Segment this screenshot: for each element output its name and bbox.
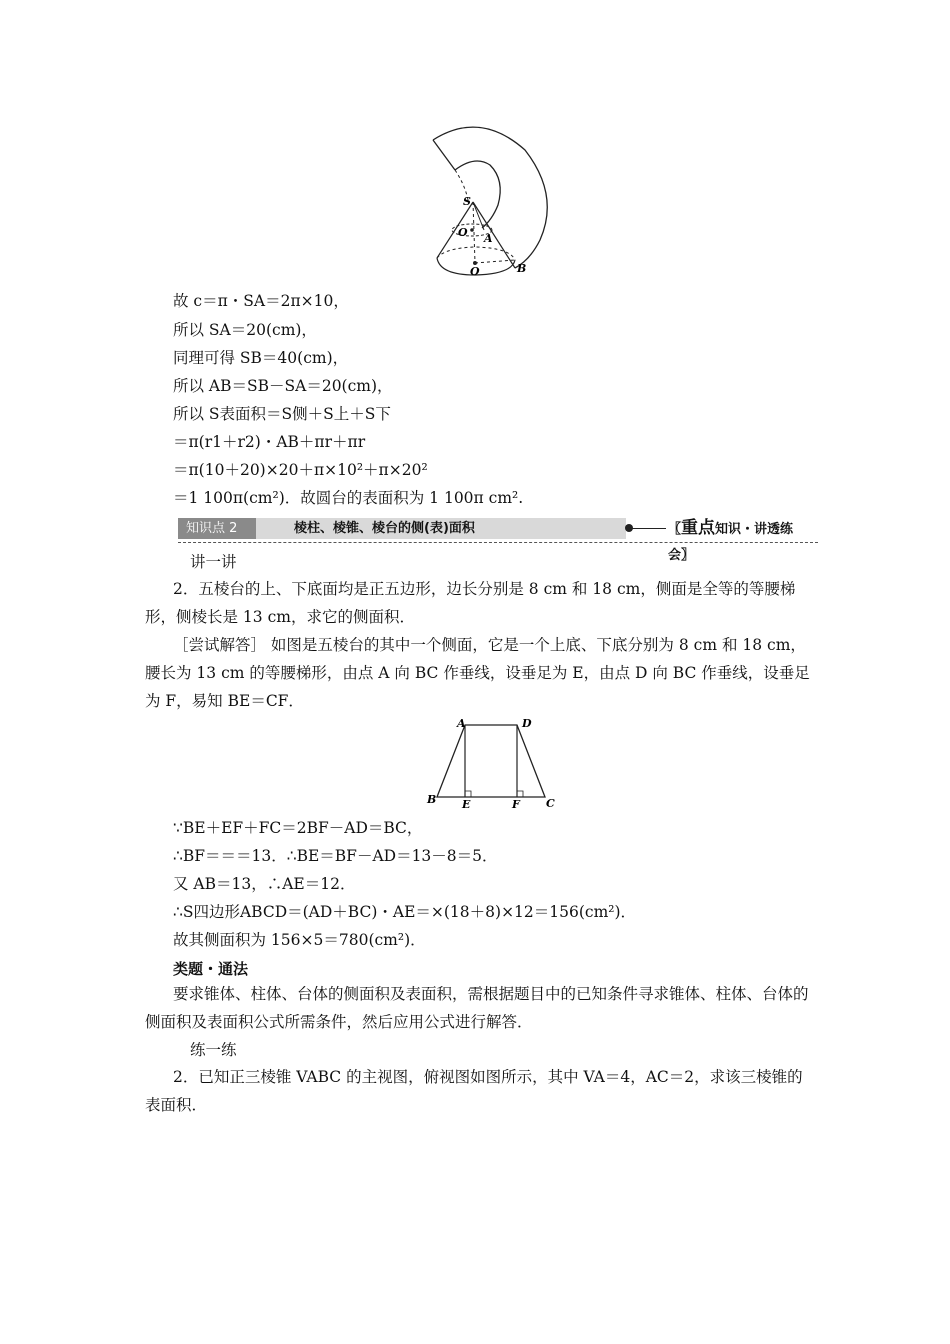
trap-label-a: A bbox=[457, 717, 466, 730]
trap-label-d: D bbox=[522, 717, 532, 730]
connector-line bbox=[630, 528, 666, 529]
solution-line-7: ＝π(10＋20)×20＋π×10²＋π×20² bbox=[173, 461, 428, 479]
dashed-divider bbox=[178, 542, 818, 543]
solution-line-6: ＝π(r1＋r2)・AB＋πr＋πr bbox=[173, 433, 366, 451]
step-4: ∴S四边形ABCD＝(AD＋BC)・AE＝×(18＋8)×12＝156(cm²)． bbox=[173, 903, 637, 921]
section-tag-rest: 知识・讲透练会 bbox=[668, 522, 794, 563]
method-heading: 类题・通法 bbox=[173, 960, 249, 978]
section-label: 知识点 2 bbox=[178, 518, 256, 539]
section-tag: 〖重点知识・讲透练会〗 bbox=[668, 518, 794, 563]
trapezoid-figure bbox=[425, 715, 565, 815]
solution-line-2: 所以 SA＝20(cm)， bbox=[173, 321, 317, 339]
solution-line-8: ＝1 100π(cm²)．故圆台的表面积为 1 100π cm². bbox=[173, 489, 524, 507]
solution-line-1: 故 c＝π・SA＝2π×10， bbox=[173, 292, 349, 310]
step-3: 又 AB＝13，∴AE＝12． bbox=[173, 875, 356, 893]
label-s: S bbox=[463, 195, 471, 208]
label-b: B bbox=[517, 262, 527, 275]
step-1: ∵BE＋EF＋FC＝2BF－AD＝BC， bbox=[173, 819, 423, 837]
attempt-answer: ［尝试解答］ 如图是五棱台的其中一个侧面，它是一个上底、下底分别为 8 cm 和 18 cm，腰长为 13 cm 的等腰梯形，由点 A 向 BC 作垂线，设垂足为 E，由点 D 向 BC 作垂线，设垂足为 F，易知 BE＝CF． bbox=[145, 636, 810, 710]
solution-line-3: 同理可得 SB＝40(cm)， bbox=[173, 349, 349, 367]
frustum-unfolding-figure bbox=[420, 120, 560, 280]
solution-line-4: 所以 AB＝SB－SA＝20(cm)， bbox=[173, 377, 393, 395]
solution-line-5: 所以 S表面积＝S侧＋S上＋S下 bbox=[173, 405, 391, 423]
step-2: ∴BF＝＝＝13．∴BE＝BF－AD＝13－8＝5． bbox=[173, 847, 498, 865]
lecture-heading: 讲一讲 bbox=[190, 553, 237, 571]
practice-heading: 练一练 bbox=[190, 1041, 237, 1059]
label-o2: O bbox=[470, 265, 480, 278]
trap-label-e: E bbox=[462, 798, 471, 811]
trap-label-f: F bbox=[512, 798, 520, 811]
section-title: 棱柱、棱锥、棱台的侧(表)面积 bbox=[256, 518, 626, 539]
label-a: A bbox=[484, 232, 493, 245]
trap-label-c: C bbox=[546, 797, 555, 810]
lecture-problem: 2．五棱台的上、下底面均是正五边形，边长分别是 8 cm 和 18 cm，侧面是全等的等腰梯形，侧棱长是 13 cm，求它的侧面积． bbox=[145, 580, 796, 626]
trap-label-b: B bbox=[427, 793, 437, 806]
label-o1: O bbox=[458, 226, 468, 239]
section-tag-big: 重点 bbox=[681, 518, 716, 538]
practice-problem: 2．已知正三棱锥 VABC 的主视图，俯视图如图所示，其中 VA＝4，AC＝2，求该三棱锥的表面积． bbox=[145, 1068, 803, 1114]
step-5: 故其侧面积为 156×5＝780(cm²)． bbox=[173, 931, 426, 949]
method-text: 要求锥体、柱体、台体的侧面积及表面积，需根据题目中的已知条件寻求锥体、柱体、台体的侧面积及表面积公式所需条件，然后应用公式进行解答． bbox=[145, 985, 809, 1031]
